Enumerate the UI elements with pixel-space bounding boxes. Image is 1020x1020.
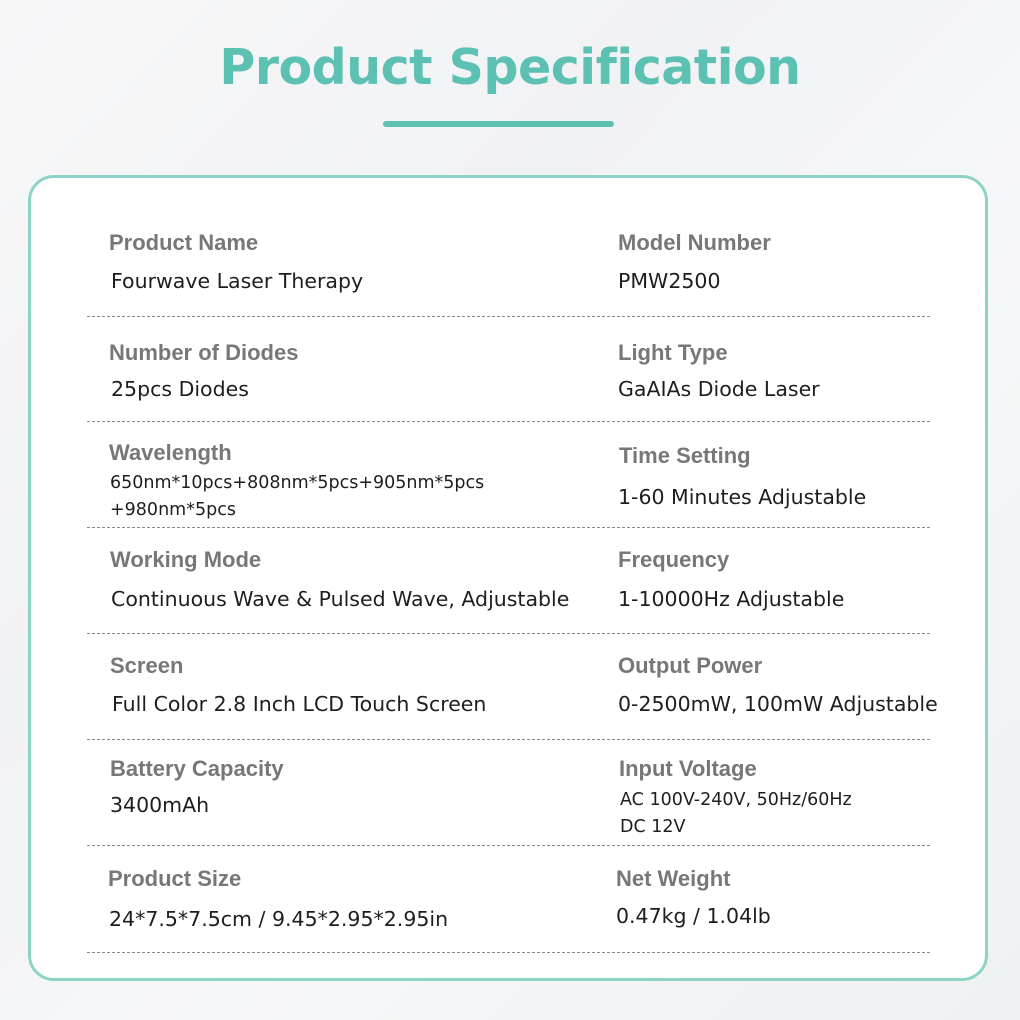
spec-label: Input Voltage: [619, 756, 757, 781]
spec-value: 650nm*10pcs+808nm*5pcs+905nm*5pcs: [110, 473, 485, 493]
spec-label: Battery Capacity: [110, 756, 284, 781]
spec-value: +980nm*5pcs: [110, 500, 236, 520]
spec-label: Product Size: [108, 866, 242, 891]
spec-row: [87, 845, 930, 953]
spec-value: Fourwave Laser Therapy: [111, 269, 364, 293]
spec-value: Full Color 2.8 Inch LCD Touch Screen: [112, 692, 487, 716]
spec-label: Working Mode: [110, 547, 262, 572]
spec-label: Net Weight: [616, 866, 731, 891]
spec-label: Screen: [110, 653, 184, 678]
spec-value: Continuous Wave & Pulsed Wave, Adjustable: [111, 587, 570, 611]
spec-value: 3400mAh: [110, 793, 210, 817]
spec-value: PMW2500: [618, 269, 721, 293]
spec-row: [87, 527, 930, 634]
title-underline: [383, 121, 614, 127]
spec-label: Product Name: [109, 230, 259, 255]
spec-label: Wavelength: [109, 440, 232, 465]
specification-card: [28, 175, 988, 981]
spec-label: Time Setting: [619, 443, 751, 468]
spec-label: Output Power: [618, 653, 763, 678]
spec-row: [87, 316, 930, 422]
spec-value: DC 12V: [620, 817, 686, 837]
spec-value: 1-10000Hz Adjustable: [618, 587, 845, 611]
spec-value: AC 100V-240V, 50Hz/60Hz: [620, 790, 852, 810]
spec-label: Light Type: [618, 340, 728, 365]
spec-value: 0-2500mW, 100mW Adjustable: [618, 692, 938, 716]
spec-row: [87, 633, 938, 740]
spec-label: Model Number: [618, 230, 771, 255]
spec-row: [87, 220, 930, 317]
spec-row: [87, 739, 930, 846]
page-title: Product Specification: [219, 39, 801, 96]
spec-value: GaAIAs Diode Laser: [618, 377, 820, 401]
spec-value: 24*7.5*7.5cm / 9.45*2.95*2.95in: [109, 907, 449, 931]
spec-label: Number of Diodes: [109, 340, 299, 365]
spec-row: [87, 421, 930, 528]
spec-value: 1-60 Minutes Adjustable: [618, 485, 867, 509]
spec-value: 25pcs Diodes: [111, 377, 249, 401]
spec-label: Frequency: [618, 547, 730, 572]
spec-value: 0.47kg / 1.04lb: [616, 904, 771, 928]
